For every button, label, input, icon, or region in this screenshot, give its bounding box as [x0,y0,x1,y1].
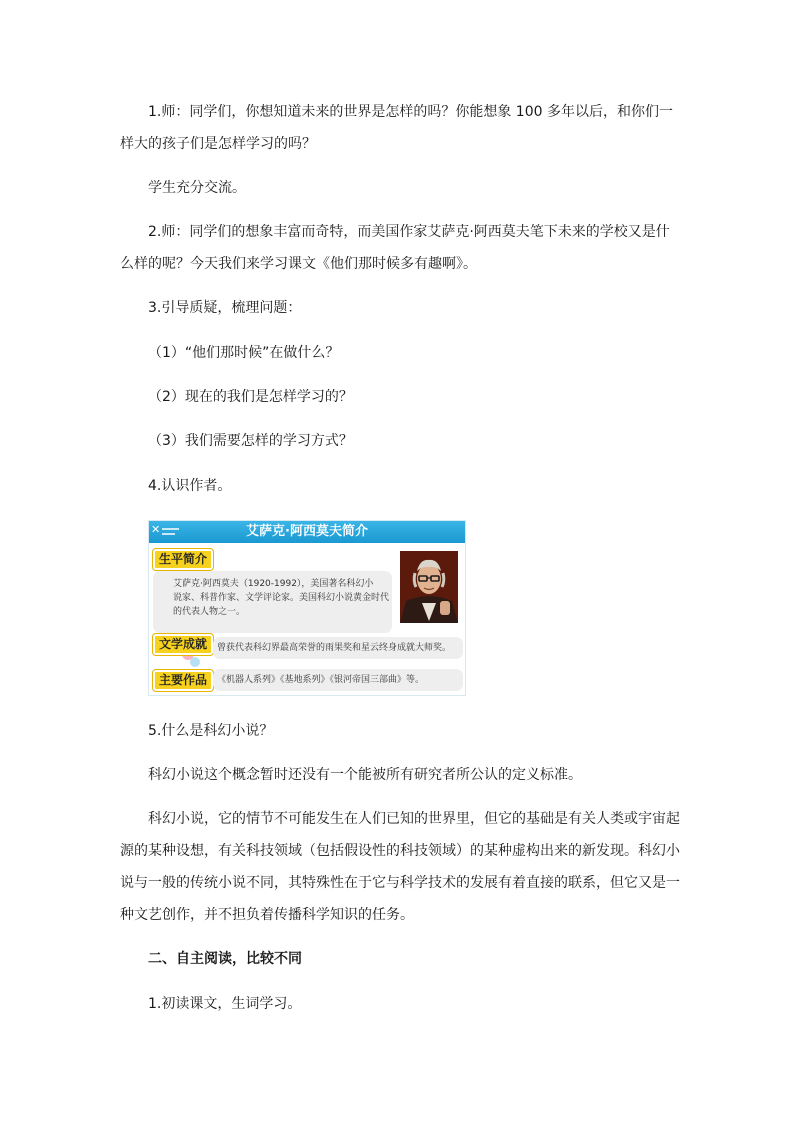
question-2: （2）现在的我们是怎样学习的？ [148,389,353,405]
question-1: （1）“他们那时候”在做什么？ [148,345,340,361]
slide-title: 艾萨克·阿西莫夫简介 [246,524,368,539]
achievement-box [213,637,463,659]
works-text: 《机器人系列》《基地系列》《银河帝国三部曲》等。 [217,675,425,685]
para-2: 学生充分交流。 [148,180,246,196]
para-8-line-3: 说与一般的传统小说不同，其特殊性在于它与科学技术的发展有着直接的联系，但它又是一 [120,875,680,891]
logo-icon: ✕ [151,524,181,540]
para-4: 3.引导质疑，梳理问题： [148,300,302,316]
para-3-line-1: 2.师：同学们的想象丰富而奇特，而美国作家艾萨克·阿西莫夫笔下未来的学校又是什 [148,224,670,240]
author-intro-slide [148,520,466,696]
tag-achievement: 文学成就 [153,634,213,655]
decor-bubble [190,657,200,667]
bio-line: 的代表人物之一。 [173,607,246,617]
para-9: 1.初读课文，生词学习。 [148,996,302,1012]
achievement-text: 曾获代表科幻界最高荣誉的雨果奖和星云终身成就大师奖。 [217,643,452,653]
author-portrait [400,551,458,623]
tag-bio: 生平简介 [153,549,213,570]
para-8-line-4: 种文艺创作，并不担负着传播科学知识的任务。 [120,907,414,923]
question-3: （3）我们需要怎样的学习方式？ [148,433,353,449]
tag-works: 主要作品 [153,670,213,691]
para-5: 4.认识作者。 [148,478,232,494]
para-8-line-2: 源的某种设想，有关科技领域（包括假设性的科技领域）的某种虚构出来的新发现。科幻小 [120,843,680,859]
section-heading: 二、自主阅读，比较不同 [148,951,302,967]
bio-box [153,571,392,633]
bio-line: 艾萨克·阿西莫夫（1920-1992），美国著名科幻小 [173,579,374,589]
para-7: 科幻小说这个概念暂时还没有一个能被所有研究者所公认的定义标准。 [148,767,582,783]
para-6: 5.什么是科幻小说？ [148,723,274,739]
bio-line: 说家、科普作家、文学评论家。美国科幻小说黄金时代 [173,593,390,603]
para-3-line-2: 么样的呢？今天我们来学习课文《他们那时候多有趣啊》。 [120,256,477,272]
para-8-line-1: 科幻小说，它的情节不可能发生在人们已知的世界里，但它的基础是有关人类或宇宙起 [148,811,680,827]
slide-header [149,521,465,543]
works-box [213,669,463,691]
para-1-line-2: 样大的孩子们是怎样学习的吗？ [120,136,316,152]
para-1-line-1: 1.师：同学们，你想知道未来的世界是怎样的吗？你能想象 100 多年以后，和你们一 [148,104,673,120]
